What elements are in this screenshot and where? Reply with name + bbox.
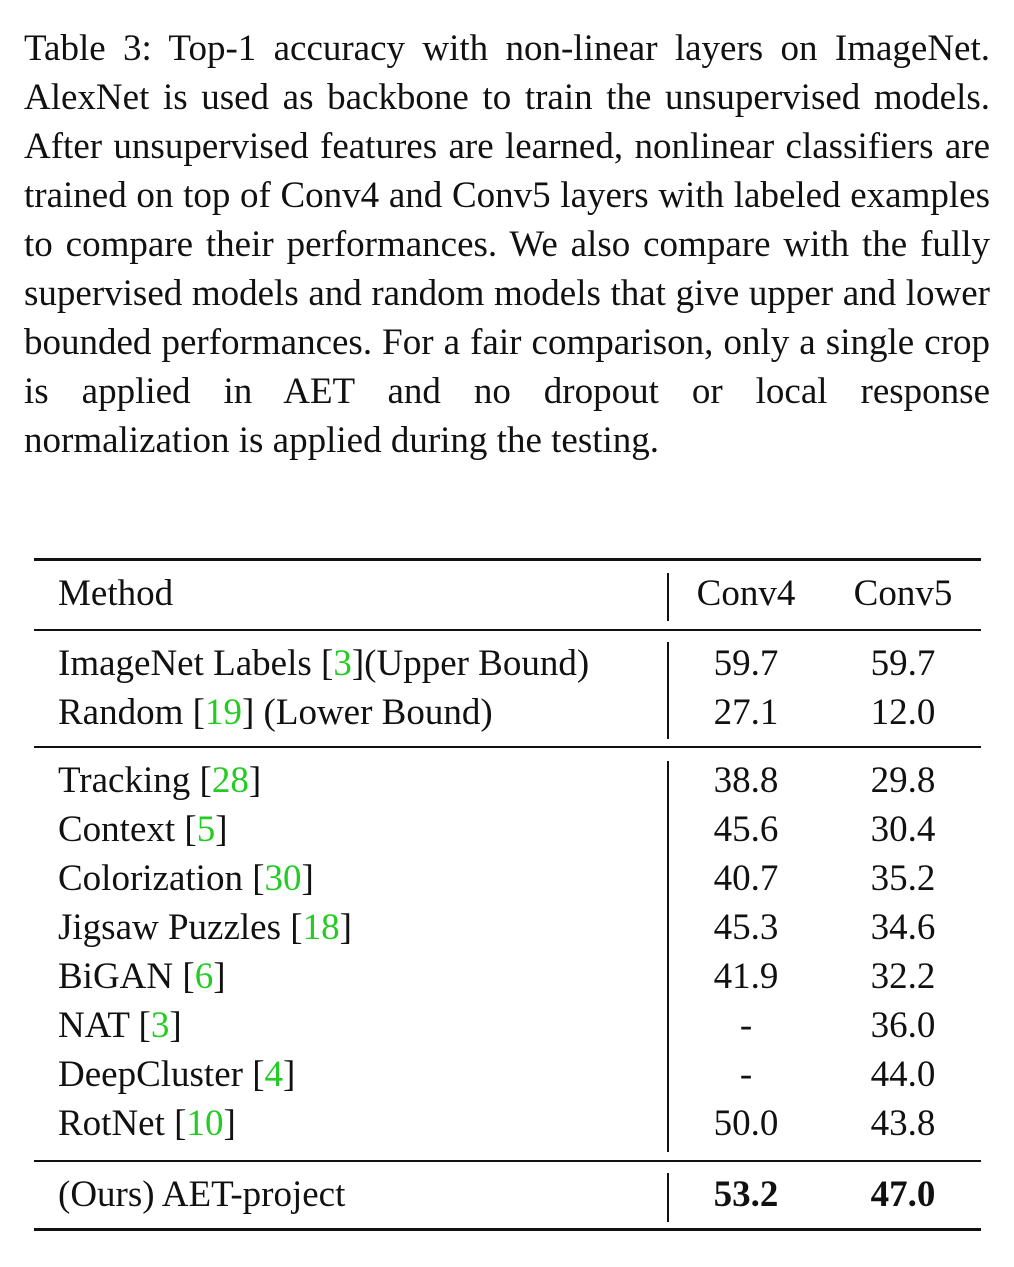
citation-link[interactable]: 6 bbox=[194, 956, 214, 997]
citation-link[interactable]: 30 bbox=[264, 858, 302, 899]
method-suffix: ] bbox=[223, 1103, 236, 1144]
conv5-value: 29.8 bbox=[870, 760, 936, 801]
conv5-value: 34.6 bbox=[870, 907, 936, 948]
conv4-value: 45.6 bbox=[713, 809, 779, 850]
table-row bbox=[58, 807, 228, 853]
table-row bbox=[58, 856, 314, 902]
group2-rule bbox=[34, 1160, 981, 1162]
citation-link[interactable]: 4 bbox=[264, 1054, 284, 1095]
ours-conv5-value: 47.0 bbox=[870, 1174, 936, 1215]
table-row bbox=[58, 1101, 236, 1147]
table-row bbox=[58, 641, 589, 687]
method-name: RotNet [ bbox=[58, 1103, 187, 1144]
citation-link[interactable]: 3 bbox=[333, 643, 352, 684]
header-conv5: Conv5 bbox=[853, 573, 953, 614]
conv5-value: 43.8 bbox=[870, 1103, 936, 1144]
column-separator bbox=[667, 573, 669, 621]
conv5-value: 36.0 bbox=[870, 1005, 936, 1046]
table-row bbox=[58, 954, 226, 1000]
method-suffix: ] (Lower Bound) bbox=[241, 692, 493, 733]
conv5-value: 30.4 bbox=[870, 809, 936, 850]
method-suffix: ] bbox=[215, 809, 228, 850]
citation-link[interactable]: 3 bbox=[150, 1005, 170, 1046]
conv5-value: 35.2 bbox=[870, 858, 936, 899]
conv4-value: 27.1 bbox=[713, 692, 779, 733]
method-suffix: ] bbox=[213, 956, 226, 997]
conv5-value: 59.7 bbox=[870, 643, 936, 684]
citation-link[interactable]: 10 bbox=[186, 1103, 224, 1144]
table-row bbox=[58, 758, 261, 804]
conv4-value: - bbox=[739, 1005, 753, 1046]
conv4-value: 50.0 bbox=[713, 1103, 779, 1144]
conv5-value: 32.2 bbox=[870, 956, 936, 997]
method-suffix: ] bbox=[283, 1054, 296, 1095]
method-name: Tracking [ bbox=[58, 760, 212, 801]
bottom-rule bbox=[34, 1228, 981, 1231]
conv4-value: 41.9 bbox=[713, 956, 779, 997]
method-suffix: ] bbox=[301, 858, 314, 899]
method-name: Colorization [ bbox=[58, 858, 265, 899]
table-row bbox=[58, 690, 493, 736]
column-separator bbox=[667, 761, 669, 1152]
citation-link[interactable]: 5 bbox=[196, 809, 216, 850]
group1-rule bbox=[34, 746, 981, 748]
table-row bbox=[58, 1052, 295, 1098]
top-rule bbox=[34, 558, 981, 561]
method-name: DeepCluster [ bbox=[58, 1054, 265, 1095]
citation-link[interactable]: 28 bbox=[211, 760, 249, 801]
table-row bbox=[58, 905, 352, 951]
method-name: Context [ bbox=[58, 809, 197, 850]
method-name: Jigsaw Puzzles [ bbox=[58, 907, 303, 948]
header-rule bbox=[34, 629, 981, 631]
column-separator bbox=[667, 642, 669, 739]
method-suffix: ] bbox=[248, 760, 262, 801]
conv4-value: - bbox=[739, 1054, 753, 1095]
citation-link[interactable]: 18 bbox=[302, 907, 340, 948]
method-name: Random [ bbox=[58, 692, 205, 733]
conv4-value: 40.7 bbox=[713, 858, 779, 899]
header-method: Method bbox=[58, 573, 174, 614]
method-name: ImageNet Labels [ bbox=[58, 643, 334, 684]
table-row bbox=[58, 1003, 182, 1049]
column-separator bbox=[667, 1173, 669, 1222]
method-suffix: ] bbox=[169, 1005, 182, 1046]
ours-method-name: (Ours) AET-project bbox=[58, 1174, 346, 1215]
method-suffix: ](Upper Bound) bbox=[351, 643, 590, 684]
conv5-value: 44.0 bbox=[870, 1054, 936, 1095]
method-name: BiGAN [ bbox=[58, 956, 195, 997]
conv5-value: 12.0 bbox=[870, 692, 936, 733]
conv4-value: 45.3 bbox=[713, 907, 779, 948]
conv4-value: 38.8 bbox=[713, 760, 779, 801]
method-suffix: ] bbox=[339, 907, 352, 948]
table-caption: Table 3: Top-1 accuracy with non-linear layers on ImageNet. AlexNet is used as backbone to train the unsupervised models. After unsupervised features are learned, nonlinear classifiers are trained on top of Conv4 and Conv5 layers with labeled examples to compare their performances. We also compare with the fully supervised models and random models that give upper and lower bounded performances. For a fair comparison, only a single crop is applied in AET and no dropout or local response normalization is applied during the testing. bbox=[24, 28, 990, 461]
method-name: NAT [ bbox=[58, 1005, 151, 1046]
header-conv4: Conv4 bbox=[696, 573, 796, 614]
ours-conv4-value: 53.2 bbox=[713, 1174, 779, 1215]
conv4-value: 59.7 bbox=[713, 643, 779, 684]
citation-link[interactable]: 19 bbox=[204, 692, 242, 733]
